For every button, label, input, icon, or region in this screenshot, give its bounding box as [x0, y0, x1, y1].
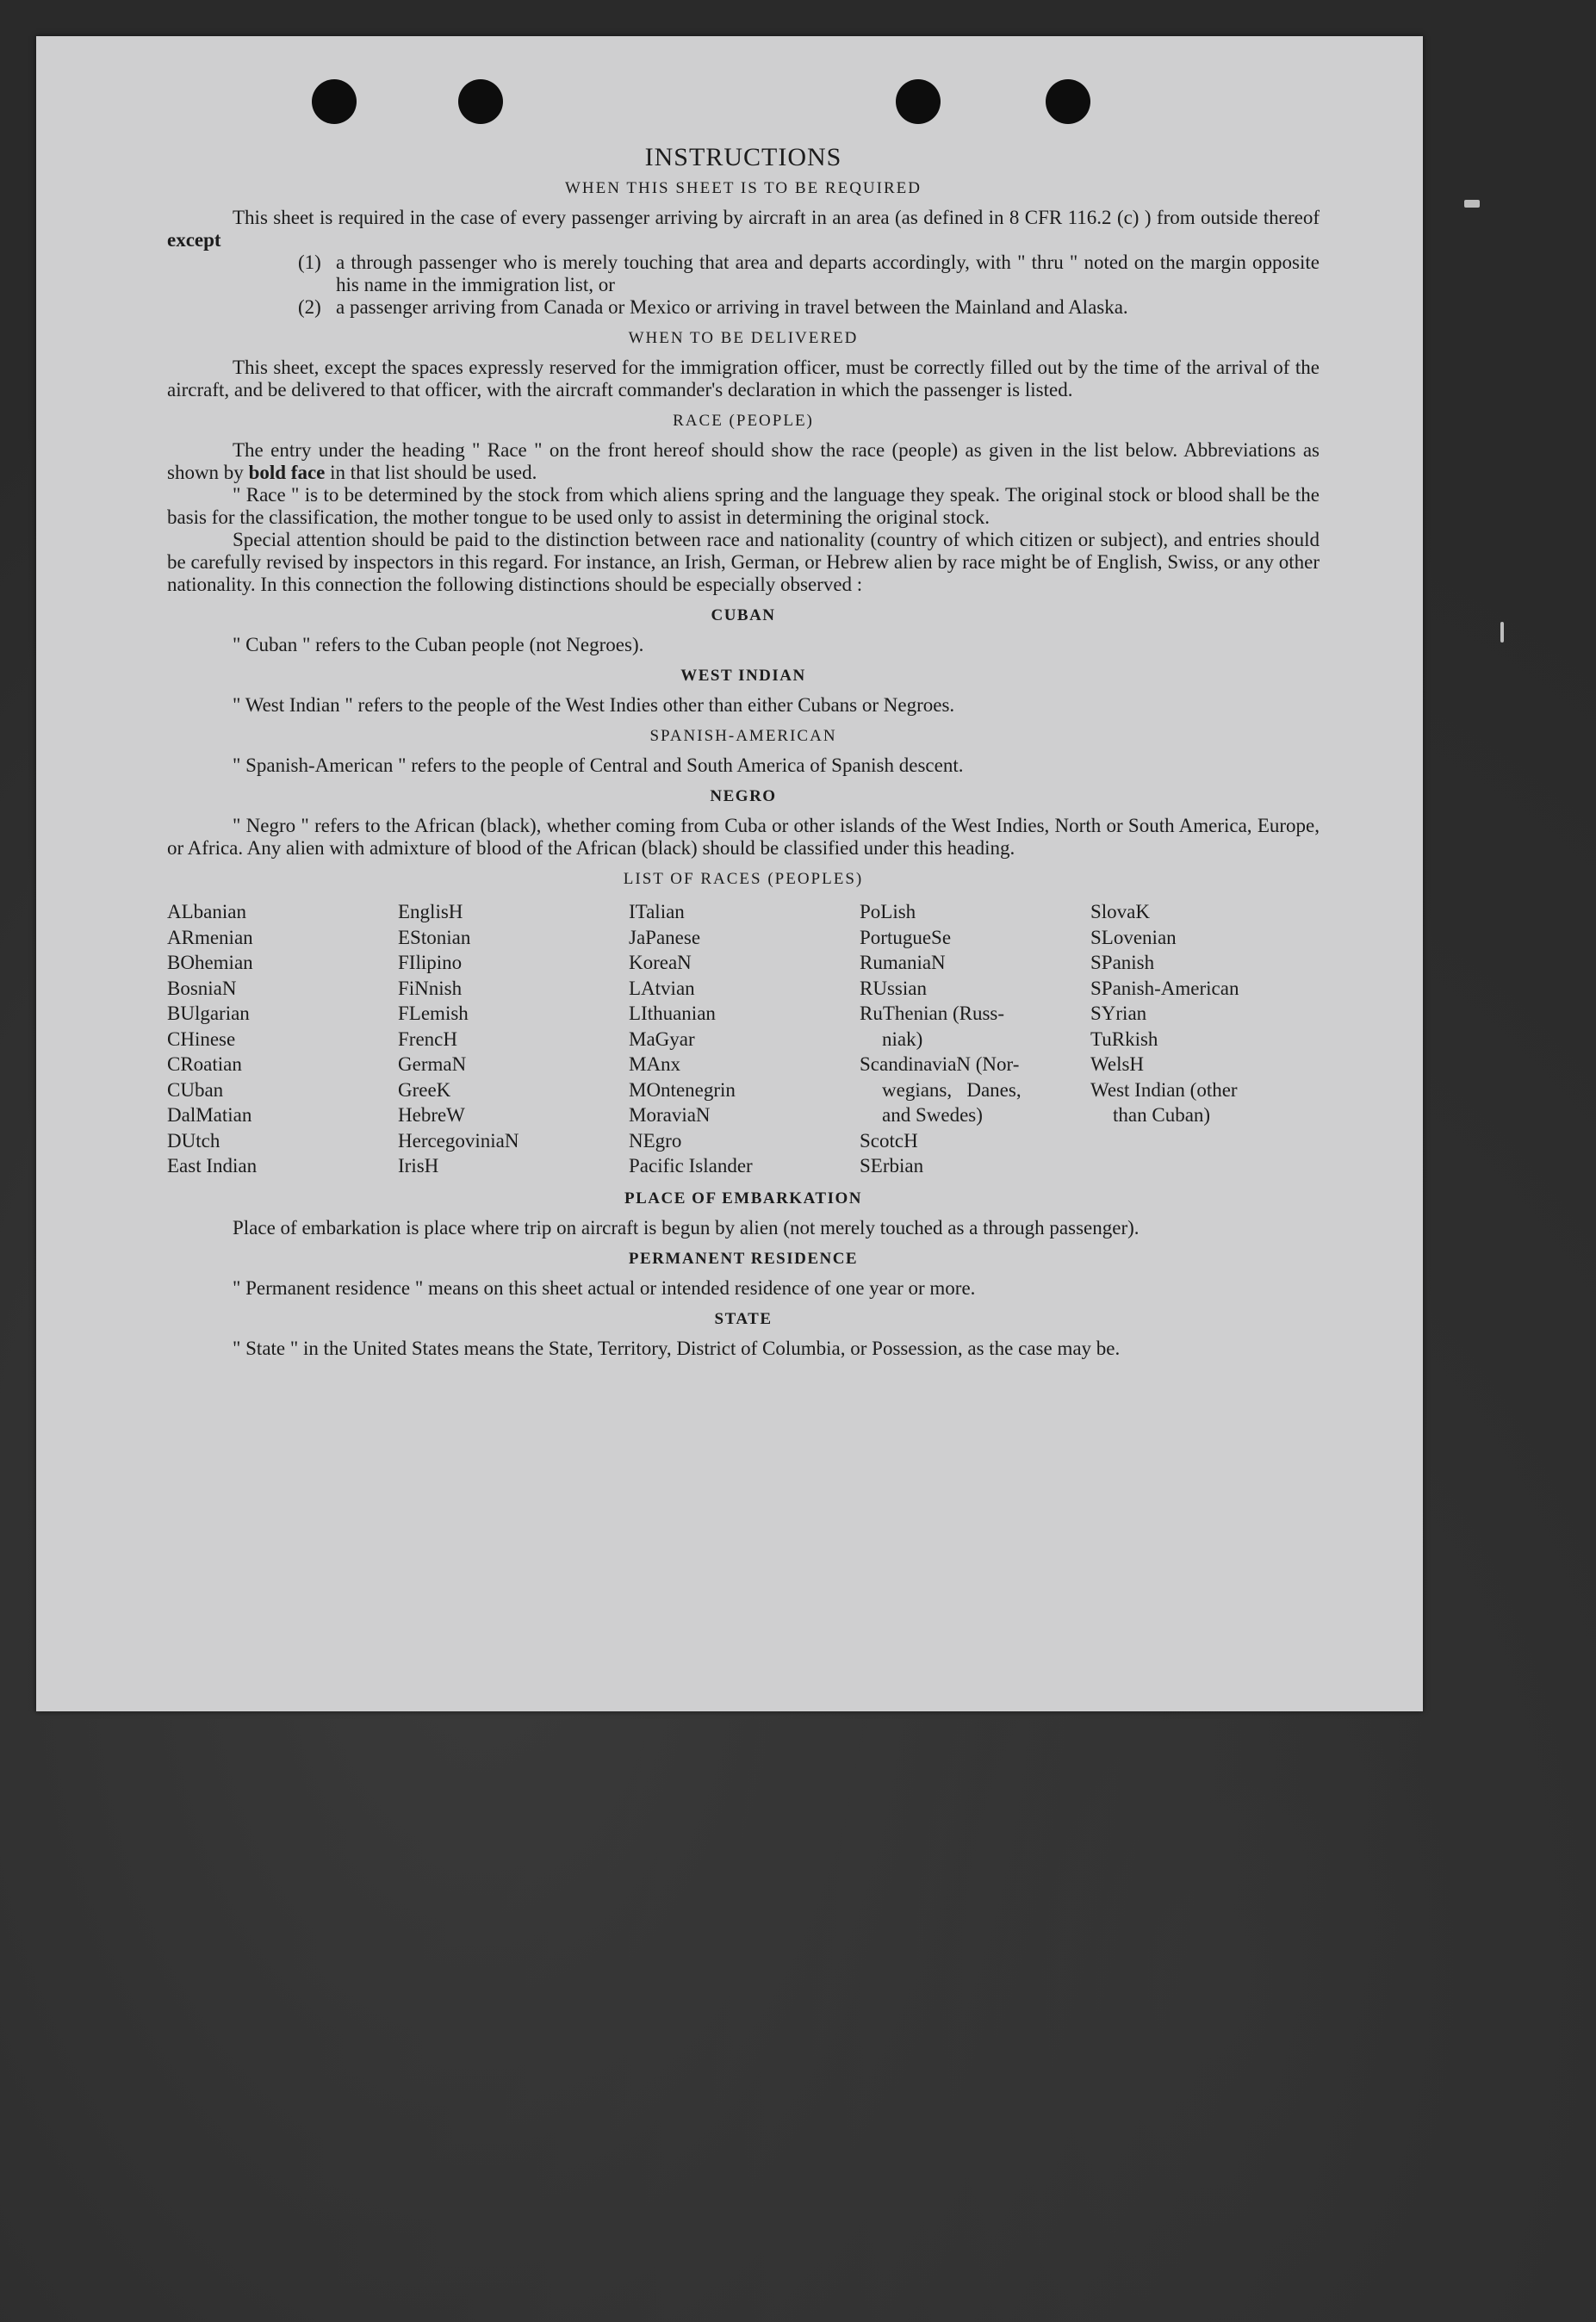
delivered-text: This sheet, except the spaces expressly reserved for the immigration officer, must be correctly filled out by the time of the arrival of the aircraft, and be delivered to that officer, with the aircraft commander's declaration in which the passenger is listed.: [167, 357, 1320, 400]
race-item: SPanish: [1090, 952, 1155, 973]
race-item: SErbian: [860, 1155, 924, 1177]
race-item: PoLish: [860, 901, 916, 922]
races-column: [629, 899, 860, 1179]
race-item: SLovenian: [1090, 926, 1177, 948]
punch-hole: [458, 79, 503, 124]
race-paragraph: Special attention should be paid to the distinction between race and nationality (country of which citizen or subject), and entries should be carefully revised by inspectors in this regard. For instance, an Irish, German, or Hebrew alien by race might be of English, Swiss, or any other nationality. In this connection the following distinctions should be especially observed :: [167, 529, 1320, 595]
race-item: HercegoviniaN: [398, 1129, 519, 1152]
cuban-text: " Cuban " refers to the Cuban people (not Negroes).: [233, 634, 644, 655]
race-item: ScandinaviaN (Nor-: [860, 1053, 1020, 1075]
race-paragraph: " Race " is to be determined by the stock from which aliens spring and the language they speak. The original stock or blood shall be the basis for the classification, the mother tongue to be used only to assist in determining the original stock.: [167, 484, 1320, 528]
race-item: ALbanian: [167, 901, 246, 922]
race-item: SYrian: [1090, 1003, 1147, 1024]
required-intro: This sheet is required in the case of every passenger arriving by aircraft in an area (as defined in 8 CFR 116.2 (c) ) from outside thereof except: [167, 207, 1320, 251]
section-heading-required: WHEN THIS SHEET IS TO BE REQUIRED: [565, 179, 922, 197]
race-item: BUlgarian: [167, 1003, 250, 1024]
races-column: [1090, 899, 1320, 1179]
race-item: EStonian: [398, 926, 471, 948]
section-heading-residence: PERMANENT RESIDENCE: [628, 1249, 859, 1268]
race-item: BOhemian: [167, 952, 253, 973]
race-item: HebreW: [398, 1104, 465, 1126]
instructions-content: [167, 143, 1320, 1360]
race-item: FLemish: [398, 1003, 469, 1024]
section-heading-embarkation: PLACE OF EMBARKATION: [624, 1189, 862, 1208]
race-item: MaGyar: [629, 1028, 695, 1050]
race-item: and Swedes): [882, 1104, 983, 1126]
punch-hole: [312, 79, 357, 124]
race-item: BosniaN: [167, 977, 237, 999]
race-item: GermaN: [398, 1053, 467, 1075]
residence-text: " Permanent residence " means on this sheet actual or intended residence of one year or more.: [233, 1276, 976, 1299]
race-item: SlovaK: [1090, 901, 1150, 922]
race-item: CUban: [167, 1078, 224, 1101]
race-item: KoreaN: [629, 952, 692, 973]
section-heading-cuban: CUBAN: [711, 606, 776, 624]
document-sheet: [36, 36, 1423, 1711]
race-item: ITalian: [629, 901, 685, 922]
race-item: LAtvian: [629, 977, 695, 999]
race-item: RUssian: [860, 977, 927, 999]
race-item: than Cuban): [1113, 1104, 1211, 1126]
exception-item: (1) a through passenger who is merely touching that area and departs accordingly, with " thru " noted on the margin opposite his name in the immigration list, or: [298, 251, 1320, 295]
race-item: LIthuanian: [629, 1003, 716, 1024]
race-item: CRoatian: [167, 1053, 242, 1075]
scan-speck: [1500, 622, 1504, 643]
race-item: FIlipino: [398, 952, 463, 973]
race-item: FiNnish: [398, 977, 463, 999]
race-item: DalMatian: [167, 1104, 252, 1126]
section-heading-state: STATE: [714, 1309, 773, 1328]
section-heading-spanish-american: SPANISH-AMERICAN: [649, 727, 837, 745]
scan-speck: [1464, 200, 1480, 208]
punch-hole: [1046, 79, 1090, 124]
race-item: East Indian: [167, 1155, 258, 1177]
races-list: [167, 899, 1320, 1179]
race-item: RumaniaN: [860, 952, 946, 973]
spanish-american-text: " Spanish-American " refers to the people of Central and South America of Spanish descent.: [233, 754, 964, 776]
embarkation-text: Place of embarkation is place where trip on aircraft is begun by alien (not merely touched as a through passenger).: [233, 1216, 1140, 1239]
races-column: [860, 899, 1090, 1179]
race-item: CHinese: [167, 1028, 236, 1050]
races-column: [167, 899, 398, 1179]
race-item: GreeK: [398, 1078, 451, 1101]
west-indian-text: " West Indian " refers to the people of the West Indies other than either Cubans or Negroes.: [233, 694, 955, 716]
race-item: MOntenegrin: [629, 1078, 736, 1101]
punch-hole: [896, 79, 941, 124]
negro-text: " Negro " refers to the African (black), whether coming from Cuba or other islands of the West Indies, North or South America, Europe, or Africa. Any alien with admixture of blood of the African (black) should be classified under this heading.: [167, 815, 1320, 859]
race-item: ScotcH: [860, 1129, 918, 1152]
section-heading-west-indian: WEST INDIAN: [680, 667, 806, 685]
race-item: PortugueSe: [860, 926, 952, 948]
section-heading-race: RACE (PEOPLE): [673, 412, 814, 430]
race-item: MoraviaN: [629, 1104, 711, 1126]
race-item: DUtch: [167, 1129, 220, 1152]
race-item: niak): [882, 1028, 923, 1050]
race-item: RuThenian (Russ-: [860, 1003, 1005, 1024]
race-item: SPanish-American: [1090, 977, 1239, 999]
race-item: NEgro: [629, 1129, 682, 1152]
page-title: INSTRUCTIONS: [644, 143, 842, 171]
section-heading-list-of-races: LIST OF RACES (PEOPLES): [623, 870, 864, 888]
race-item: TuRkish: [1090, 1028, 1158, 1050]
race-item: JaPanese: [629, 926, 701, 948]
race-item: West Indian (other: [1090, 1078, 1238, 1101]
race-item: WelsH: [1090, 1053, 1145, 1075]
section-heading-negro: NEGRO: [710, 787, 777, 805]
state-text: " State " in the United States means the State, Territory, District of Columbia, or Possession, as the case may be.: [233, 1337, 1121, 1359]
races-column: [398, 899, 629, 1179]
section-heading-delivered: WHEN TO BE DELIVERED: [628, 329, 859, 347]
race-item: wegians, Danes,: [882, 1078, 1022, 1101]
exception-item: (2) a passenger arriving from Canada or Mexico or arriving in travel between the Mainland and Alaska.: [298, 296, 1128, 318]
race-item: FrencH: [398, 1028, 457, 1050]
race-item: MAnx: [629, 1053, 681, 1075]
race-item: Pacific Islander: [629, 1155, 753, 1177]
race-item: EnglisH: [398, 901, 463, 922]
race-item: IrisH: [398, 1155, 439, 1177]
race-paragraph: The entry under the heading " Race " on the front hereof should show the race (people) as given in the list below. Abbreviations as shown by bold face in that list should be used.: [167, 439, 1320, 483]
race-item: ARmenian: [167, 926, 253, 948]
